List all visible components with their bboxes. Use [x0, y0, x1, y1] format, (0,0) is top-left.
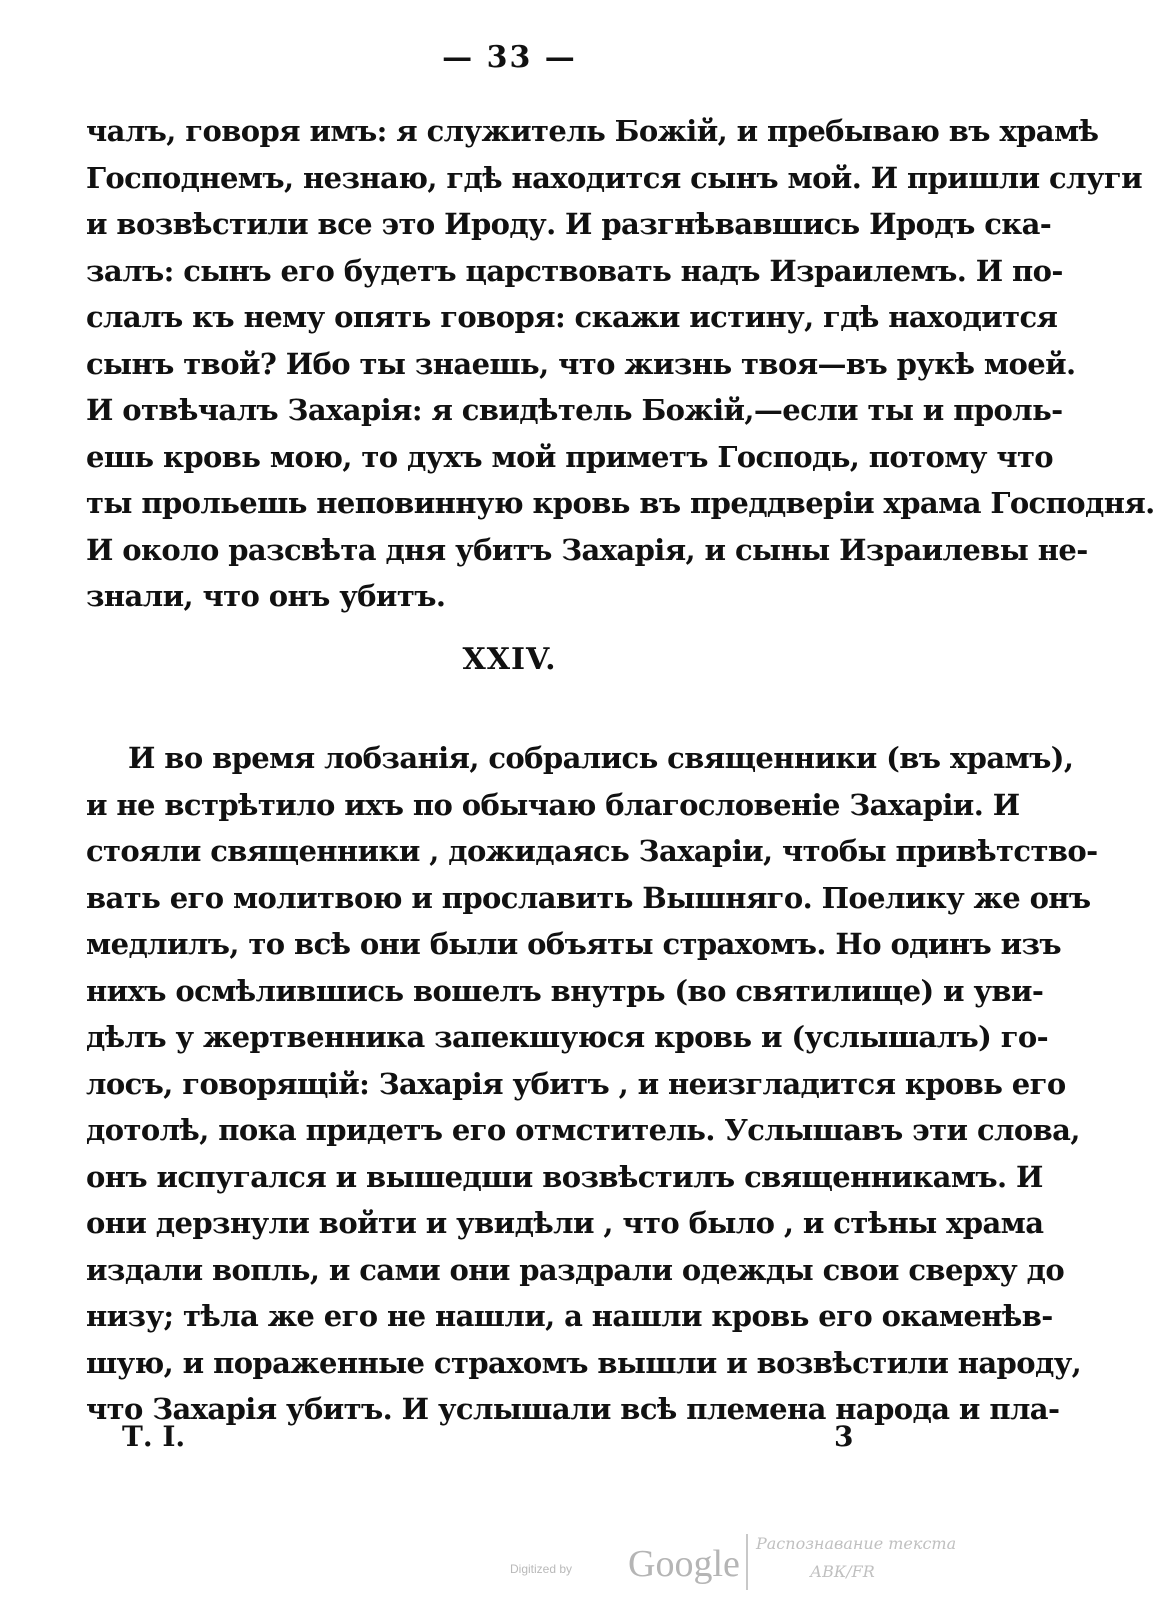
text-line: и не встрѣтило ихъ по обычаю благословеніе Захаріи. И [86, 787, 1020, 822]
text-line: издали вопль, и сами они раздрали одежды свои сверху до [86, 1252, 1065, 1287]
text-line: нихъ осмѣлившись вошелъ внутрь (во святилище) и уви- [86, 973, 1044, 1008]
text-line: стояли священники , дожидаясь Захаріи, чтобы привѣтство- [86, 834, 1098, 868]
paragraph-continuation [86, 108, 1155, 620]
text-line: залъ: сынъ его будетъ царствовать надъ Израилемъ. И по- [86, 253, 1063, 288]
text-line: дѣлъ у жертвенника запекшуюся кровь и (услышалъ) го- [86, 1020, 1049, 1054]
text-line: И отвѣчалъ Захарія: я свидѣтель Божій,—если ты и проль- [86, 393, 1063, 427]
volume-mark: Т. I. [122, 1420, 186, 1453]
text-line: И около разсвѣта дня убитъ Захарія, и сыны Израилевы не- [86, 532, 1088, 567]
page-number: — 33 — [442, 40, 577, 75]
text-line: дотолѣ, пока придетъ его отмститель. Услышавъ эти слова, [86, 1113, 1080, 1147]
text-line: лосъ, говорящій: Захарія убитъ , и неизгладится кровь его [86, 1066, 1066, 1101]
digitized-by-label: Digitized by [510, 1562, 573, 1576]
text-line: сынъ твой? Ибо ты знаешь, что жизнь твоя—въ рукѣ моей. [86, 346, 1076, 381]
text-line: слалъ къ нему опять говоря: скажи истину, гдѣ находится [86, 300, 1058, 334]
section-heading: XXIV. [462, 642, 557, 677]
signature-mark: 3 [834, 1420, 854, 1453]
text-line: медлилъ, то всѣ они были объяты страхомъ. Но одинъ изъ [86, 927, 1062, 961]
digitization-watermark [510, 1528, 980, 1592]
text-line: что Захарія убитъ. И услышали всѣ племена народа и пла- [86, 1392, 1060, 1426]
text-line: они дерзнули войти и увидѣли , что было , и стѣны храма [86, 1206, 1044, 1240]
text-line: шую, и пораженные страхомъ вышли и возвѣстили народу, [86, 1345, 1082, 1380]
watermark-divider [746, 1534, 748, 1590]
ocr-credit: АВК/FR [810, 1562, 875, 1581]
ocr-label: Распознавание текста [756, 1534, 957, 1553]
paragraph-main [86, 735, 1098, 1433]
text-line: И во время лобзанія, собрались священники (въ храмъ), [128, 741, 1074, 775]
text-line: Господнемъ, незнаю, гдѣ находится сынъ мой. И пришли слуги [86, 160, 1142, 195]
text-line: низу; тѣла же его не нашли, а нашли кровь его окаменѣв- [86, 1299, 1053, 1333]
text-line: ешь кровь мою, то духъ мой приметъ Господь, потому что [86, 439, 1054, 474]
text-line: чалъ, говоря имъ: я служитель Божій, и пребываю въ храмѣ [86, 114, 1099, 148]
text-line: ты прольешь неповинную кровь въ преддверіи храма Господня. [86, 486, 1155, 520]
text-line: знали, что онъ убитъ. [86, 579, 446, 613]
google-logo: Google [628, 1543, 740, 1585]
text-line: вать его молитвою и прославить Вышняго. Поелику же онъ [86, 880, 1091, 915]
text-line: и возвѣстили все это Ироду. И разгнѣвавшись Иродъ ска- [86, 207, 1052, 241]
text-line: онъ испугался и вышедши возвѣстилъ священникамъ. И [86, 1159, 1043, 1194]
